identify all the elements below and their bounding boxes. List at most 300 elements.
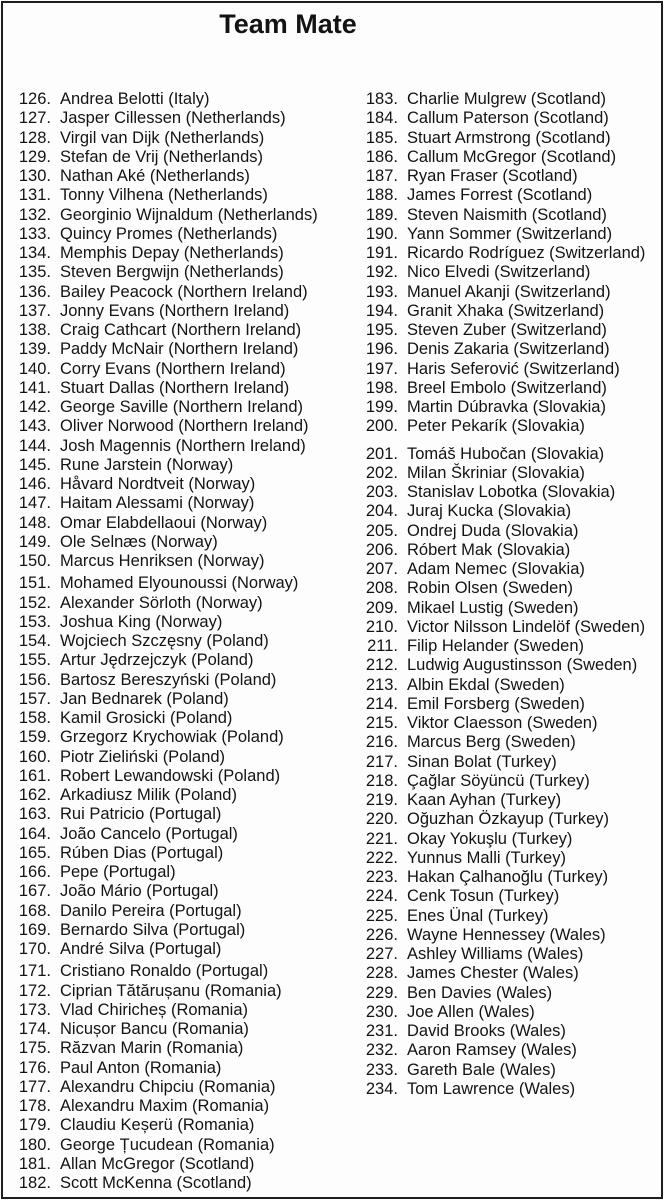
- list-item: [364, 302, 656, 321]
- list-group: [364, 445, 656, 1100]
- list-item: [17, 651, 337, 670]
- list-item-number: 234.: [365, 1079, 398, 1098]
- list-item-number: 143.: [18, 417, 51, 436]
- list-item-text: Grzegorz Krychowiak (Poland): [60, 728, 284, 747]
- list-item: [364, 283, 656, 302]
- list-item-text: Tomáš Hubočan (Slovakia): [407, 444, 605, 463]
- list-group: [17, 90, 337, 571]
- list-item-number: 144.: [18, 436, 51, 455]
- list-item: [364, 90, 656, 109]
- list-item: [17, 398, 337, 417]
- list-item-number: 189.: [365, 205, 398, 224]
- list-item-text: Alexander Sörloth (Norway): [60, 593, 263, 612]
- list-item-text: Stuart Dallas (Northern Ireland): [60, 378, 290, 397]
- list-item-number: 137.: [18, 301, 51, 320]
- list-item-text: Scott McKenna (Scotland): [60, 1174, 252, 1192]
- list-item-text: Ludwig Augustinsson (Sweden): [407, 656, 638, 675]
- list-item-number: 192.: [365, 263, 398, 282]
- list-item-number: 133.: [18, 224, 51, 243]
- list-item: [364, 579, 656, 598]
- list-item-number: 211.: [367, 637, 398, 655]
- list-item: [364, 830, 656, 849]
- list-item: [17, 844, 337, 863]
- list-item-number: 204.: [365, 502, 398, 521]
- list-item-number: 190.: [365, 224, 398, 243]
- list-item-text: Marcus Henriksen (Norway): [60, 552, 265, 570]
- list-item: [17, 1001, 337, 1020]
- list-item-text: Tonny Vilhena (Netherlands): [60, 186, 268, 205]
- page-title: Team Mate: [219, 9, 357, 39]
- list-item: [364, 560, 656, 579]
- list-item-text: Enes Ünal (Turkey): [407, 906, 549, 925]
- list-item-number: 153.: [18, 612, 51, 631]
- list-item-text: Arkadiusz Milik (Poland): [60, 786, 237, 804]
- list-item-number: 233.: [365, 1060, 398, 1079]
- list-item: [17, 263, 337, 282]
- list-item: [17, 494, 337, 513]
- list-item-number: 224.: [365, 887, 398, 906]
- list-item-number: 209.: [365, 598, 398, 617]
- list-item-number: 170.: [18, 940, 51, 958]
- list-column-left: [17, 90, 337, 1193]
- list-item: [17, 1174, 337, 1193]
- list-item: [17, 632, 337, 651]
- list-item-number: 218.: [365, 771, 398, 790]
- list-item: [364, 263, 656, 282]
- list-item-text: Bernardo Silva (Portugal): [60, 920, 246, 939]
- list-item: [17, 167, 337, 186]
- list-item-text: Danilo Pereira (Portugal): [60, 901, 242, 920]
- list-item-text: Nico Elvedi (Switzerland): [407, 263, 591, 282]
- list-item-text: Cristiano Ronaldo (Portugal): [60, 962, 269, 981]
- list-item-text: Haitam Alessami (Norway): [60, 494, 255, 513]
- list-item-number: 214.: [365, 694, 398, 713]
- list-item-number: 215.: [365, 714, 398, 732]
- list-item-number: 194.: [365, 301, 398, 320]
- list-item-number: 210.: [365, 617, 398, 636]
- list-item: [364, 772, 656, 791]
- list-item-number: 196.: [365, 340, 398, 359]
- list-item-number: 173.: [18, 1000, 51, 1019]
- list-item: [364, 656, 656, 675]
- list-item-number: 142.: [18, 398, 51, 416]
- list-item-text: Jonny Evans (Northern Ireland): [60, 301, 290, 320]
- list-item: [364, 637, 656, 656]
- list-item-text: Peter Pekarík (Slovakia): [407, 417, 585, 436]
- list-item-text: Quincy Promes (Netherlands): [60, 224, 278, 243]
- list-item-number: 184.: [365, 109, 398, 128]
- list-item: [17, 148, 337, 167]
- list-item-number: 202.: [365, 463, 398, 482]
- list-item: [364, 379, 656, 398]
- list-item-number: 201.: [365, 444, 398, 463]
- list-item-text: André Silva (Portugal): [60, 940, 222, 958]
- list-item: [364, 695, 656, 714]
- list-item-text: Piotr Zieliński (Poland): [60, 747, 226, 766]
- list-item: [17, 533, 337, 552]
- list-item-text: Milan Škriniar (Slovakia): [407, 463, 585, 482]
- list-item-text: Josh Magennis (Northern Ireland): [60, 436, 306, 455]
- list-item-number: 225.: [365, 906, 398, 925]
- list-item: [364, 1061, 656, 1080]
- list-item-text: Mohamed Elyounoussi (Norway): [60, 574, 299, 593]
- list-item-number: 230.: [365, 1002, 398, 1021]
- list-item: [364, 599, 656, 618]
- list-item-text: Albin Ekdal (Sweden): [407, 675, 565, 694]
- list-item-text: Yunnus Malli (Turkey): [407, 848, 566, 867]
- list-item-number: 156.: [18, 670, 51, 689]
- list-item-text: Ryan Fraser (Scotland): [407, 167, 578, 185]
- list-item: [364, 541, 656, 560]
- list-item: [364, 984, 656, 1003]
- list-item: [364, 714, 656, 733]
- list-item-number: 158.: [18, 709, 51, 727]
- list-group: [17, 574, 337, 959]
- list-item: [17, 283, 337, 302]
- list-item-text: Cenk Tosun (Turkey): [407, 887, 560, 906]
- list-item-text: Manuel Akanji (Switzerland): [407, 282, 611, 301]
- list-item: [17, 690, 337, 709]
- list-item-number: 203.: [365, 483, 398, 501]
- list-item-number: 151.: [18, 574, 51, 593]
- list-item-text: Steven Naismith (Scotland): [407, 205, 607, 224]
- list-item-text: Jan Bednarek (Poland): [60, 689, 229, 708]
- list-item-number: 149.: [18, 532, 51, 551]
- list-item-text: Pepe (Portugal): [60, 863, 176, 881]
- list-item-text: Callum Paterson (Scotland): [407, 109, 609, 128]
- list-item-text: Tom Lawrence (Wales): [407, 1079, 576, 1098]
- list-item-number: 141.: [18, 378, 51, 397]
- list-item-number: 221.: [365, 829, 398, 848]
- list-item-text: Oliver Norwood (Northern Ireland): [60, 417, 309, 436]
- list-item-text: Claudiu Keșerü (Romania): [60, 1116, 255, 1135]
- list-item: [17, 882, 337, 901]
- list-item: [17, 1155, 337, 1174]
- list-item: [364, 522, 656, 541]
- list-item-text: Craig Cathcart (Northern Ireland): [60, 321, 302, 339]
- list-item-text: Yann Sommer (Switzerland): [407, 224, 613, 243]
- list-item-text: Juraj Kucka (Slovakia): [407, 502, 572, 521]
- list-item-number: 172.: [18, 981, 51, 1000]
- list-item-number: 219.: [365, 791, 398, 809]
- list-item-number: 154.: [18, 632, 51, 650]
- list-item: [17, 1039, 337, 1058]
- list-item-number: 217.: [365, 752, 398, 771]
- list-item-number: 200.: [365, 417, 398, 436]
- list-item-number: 127.: [18, 109, 51, 128]
- list-item-text: Steven Zuber (Switzerland): [407, 321, 607, 339]
- list-item: [364, 464, 656, 483]
- list-item-number: 181.: [18, 1154, 51, 1173]
- list-item-text: Ondrej Duda (Slovakia): [407, 521, 579, 540]
- list-item-number: 166.: [18, 863, 51, 881]
- list-item-number: 222.: [365, 848, 398, 867]
- list-item-number: 147.: [18, 494, 51, 513]
- list-item-number: 197.: [365, 359, 398, 378]
- list-item-number: 199.: [365, 398, 398, 416]
- list-item: [364, 868, 656, 887]
- list-item: [364, 417, 656, 436]
- list-item-number: 223.: [365, 868, 398, 886]
- list-item-number: 138.: [18, 321, 51, 339]
- list-item-number: 155.: [18, 651, 51, 670]
- list-item: [364, 887, 656, 906]
- list-item: [17, 206, 337, 225]
- list-item-text: Viktor Claesson (Sweden): [407, 714, 598, 732]
- list-item: [364, 167, 656, 186]
- list-item-number: 134.: [18, 244, 51, 262]
- list-item-text: Marcus Berg (Sweden): [407, 733, 576, 752]
- list-item-number: 179.: [18, 1116, 51, 1135]
- list-item-number: 161.: [18, 766, 51, 785]
- list-item-text: Alexandru Chipciu (Romania): [60, 1077, 276, 1096]
- list-item: [17, 340, 337, 359]
- list-item-number: 160.: [18, 747, 51, 766]
- list-item-number: 178.: [18, 1097, 51, 1115]
- list-item: [17, 786, 337, 805]
- list-item: [17, 514, 337, 533]
- list-item-text: Breel Embolo (Switzerland): [407, 378, 607, 397]
- list-item-number: 157.: [18, 689, 51, 708]
- list-item: [17, 225, 337, 244]
- list-item: [364, 1003, 656, 1022]
- list-item-text: Artur Jędrzejczyk (Poland): [60, 651, 254, 670]
- list-item-number: 187.: [365, 167, 398, 185]
- list-item: [17, 982, 337, 1001]
- list-item-text: João Cancelo (Portugal): [60, 824, 238, 843]
- list-item-number: 140.: [18, 359, 51, 378]
- list-item: [17, 1097, 337, 1116]
- list-item: [17, 613, 337, 632]
- list-item-text: Victor Nilsson Lindelöf (Sweden): [407, 617, 646, 636]
- list-item: [17, 728, 337, 747]
- list-item-number: 168.: [18, 901, 51, 920]
- list-item-number: 159.: [18, 728, 51, 747]
- list-item-text: Emil Forsberg (Sweden): [407, 694, 585, 713]
- list-item: [17, 709, 337, 728]
- list-item: [17, 417, 337, 436]
- list-item-text: Rui Patricio (Portugal): [60, 805, 222, 824]
- list-item-number: 171.: [18, 962, 51, 981]
- list-item: [17, 90, 337, 109]
- list-item-text: Ben Davies (Wales): [407, 983, 553, 1002]
- list-item: [364, 502, 656, 521]
- list-item: [17, 863, 337, 882]
- list-item: [17, 921, 337, 940]
- list-item-text: Róbert Mak (Slovakia): [407, 540, 571, 559]
- list-item: [364, 964, 656, 983]
- list-item-number: 148.: [18, 513, 51, 532]
- list-item-number: 185.: [365, 128, 398, 147]
- list-item-number: 162.: [18, 786, 51, 804]
- list-item-number: 193.: [365, 282, 398, 301]
- list-item-text: George Țucudean (Romania): [60, 1135, 275, 1154]
- list-item: [364, 1041, 656, 1060]
- list-item: [364, 445, 656, 464]
- list-item: [364, 225, 656, 244]
- list-item: [364, 206, 656, 225]
- list-item-number: 195.: [365, 321, 398, 339]
- list-item-text: Steven Bergwijn (Netherlands): [60, 263, 284, 282]
- list-item: [17, 186, 337, 205]
- list-item-text: Ciprian Tătărușanu (Romania): [60, 981, 282, 1000]
- list-item-text: Stanislav Lobotka (Slovakia): [407, 483, 616, 501]
- list-item-text: Vlad Chiricheș (Romania): [60, 1000, 248, 1019]
- list-item-number: 186.: [365, 147, 398, 166]
- list-item-text: Gareth Bale (Wales): [407, 1060, 556, 1079]
- list-item-text: Nicușor Bancu (Romania): [60, 1020, 249, 1038]
- list-item-text: Corry Evans (Northern Ireland): [60, 359, 286, 378]
- list-item-number: 176.: [18, 1058, 51, 1077]
- list-item: [364, 129, 656, 148]
- list-item-number: 129.: [18, 147, 51, 166]
- list-item-text: Bailey Peacock (Northern Ireland): [60, 282, 308, 301]
- list-item-number: 145.: [18, 455, 51, 474]
- list-item-text: Virgil van Dijk (Netherlands): [60, 128, 265, 147]
- list-item: [17, 244, 337, 263]
- list-item-number: 191.: [365, 244, 398, 262]
- list-item: [17, 825, 337, 844]
- list-item-text: Memphis Depay (Netherlands): [60, 244, 284, 262]
- list-item-number: 227.: [365, 945, 398, 963]
- list-item: [364, 810, 656, 829]
- list-item: [17, 360, 337, 379]
- list-item-text: Haris Seferović (Switzerland): [407, 359, 620, 378]
- list-item-number: 228.: [365, 964, 398, 983]
- list-item-number: 213.: [365, 675, 398, 694]
- list-item-text: Oğuzhan Özkayup (Turkey): [407, 810, 610, 829]
- list-item: [17, 805, 337, 824]
- list-item-text: Nathan Aké (Netherlands): [60, 167, 250, 185]
- list-item-number: 164.: [18, 824, 51, 843]
- list-item-text: Ricardo Rodríguez (Switzerland): [407, 244, 646, 262]
- list-item-number: 167.: [18, 882, 51, 901]
- list-item-text: Răzvan Marin (Romania): [60, 1039, 244, 1058]
- list-item: [17, 1116, 337, 1135]
- list-item-text: Andrea Belotti (Italy): [60, 90, 210, 108]
- list-item-text: Bartosz Bereszyński (Poland): [60, 670, 277, 689]
- list-item: [17, 1078, 337, 1097]
- list-item: [17, 552, 337, 571]
- list-item-number: 231.: [365, 1022, 398, 1040]
- list-item: [364, 244, 656, 263]
- list-item-text: Kamil Grosicki (Poland): [60, 709, 233, 727]
- list-item-text: Martin Dúbravka (Slovakia): [407, 398, 606, 416]
- list-item: [17, 902, 337, 921]
- list-item-number: 182.: [18, 1174, 51, 1192]
- list-item-text: João Mário (Portugal): [60, 882, 219, 901]
- list-item: [17, 302, 337, 321]
- list-item-text: George Saville (Northern Ireland): [60, 398, 304, 416]
- list-item-number: 208.: [365, 579, 398, 598]
- list-item-number: 207.: [365, 560, 398, 578]
- list-item-number: 212.: [365, 656, 398, 675]
- list-item: [364, 676, 656, 695]
- list-item-text: Granit Xhaka (Switzerland): [407, 301, 605, 320]
- list-item: [364, 945, 656, 964]
- list-item-text: Ole Selnæs (Norway): [60, 532, 218, 551]
- list-item-text: Mikael Lustig (Sweden): [407, 598, 579, 617]
- list-item: [17, 1059, 337, 1078]
- list-item-text: Omar Elabdellaoui (Norway): [60, 513, 268, 532]
- list-item: [17, 1020, 337, 1039]
- list-item-text: Rune Jarstein (Norway): [60, 455, 234, 474]
- list-item: [364, 733, 656, 752]
- list-item-number: 135.: [18, 263, 51, 282]
- list-item-text: Stuart Armstrong (Scotland): [407, 128, 611, 147]
- list-item: [364, 109, 656, 128]
- list-item-number: 152.: [18, 593, 51, 612]
- list-item-text: Håvard Nordtveit (Norway): [60, 475, 256, 493]
- list-item-text: Ashley Williams (Wales): [407, 945, 584, 963]
- list-item-text: Robert Lewandowski (Poland): [60, 766, 281, 785]
- list-item-text: James Chester (Wales): [407, 964, 579, 983]
- list-item: [17, 594, 337, 613]
- list-item-text: Jasper Cillessen (Netherlands): [60, 109, 286, 128]
- list-item-text: Adam Nemec (Slovakia): [407, 560, 585, 578]
- list-item: [364, 1022, 656, 1041]
- list-item-number: 205.: [365, 521, 398, 540]
- list-item: [364, 321, 656, 340]
- list-item-text: Denis Zakaria (Switzerland): [407, 340, 610, 359]
- list-item: [364, 753, 656, 772]
- list-item-number: 183.: [365, 90, 398, 108]
- list-item-number: 128.: [18, 128, 51, 147]
- list-item-text: Paddy McNair (Northern Ireland): [60, 340, 299, 359]
- list-item-number: 232.: [365, 1041, 398, 1060]
- list-item-text: Aaron Ramsey (Wales): [407, 1041, 577, 1060]
- list-group: [364, 90, 656, 437]
- list-item-text: Joe Allen (Wales): [407, 1002, 535, 1021]
- list-item-text: Wayne Hennessey (Wales): [407, 925, 606, 944]
- list-item-text: David Brooks (Wales): [407, 1022, 566, 1040]
- list-item-text: Allan McGregor (Scotland): [60, 1154, 255, 1173]
- list-item-text: Paul Anton (Romania): [60, 1058, 222, 1077]
- list-item-text: Rúben Dias (Portugal): [60, 843, 224, 862]
- list-item-text: Stefan de Vrij (Netherlands): [60, 147, 263, 166]
- list-item: [364, 1080, 656, 1099]
- list-item: [17, 437, 337, 456]
- list-group: [17, 962, 337, 1193]
- list-item-number: 188.: [365, 186, 398, 205]
- list-item-number: 198.: [365, 378, 398, 397]
- list-item-text: Okay Yokuşlu (Turkey): [407, 829, 573, 848]
- list-item-number: 174.: [18, 1020, 51, 1038]
- list-item-text: Georginio Wijnaldum (Netherlands): [60, 205, 318, 224]
- list-item: [17, 940, 337, 959]
- list-item: [364, 148, 656, 167]
- list-item-text: Callum McGregor (Scotland): [407, 147, 617, 166]
- list-item-text: Alexandru Maxim (Romania): [60, 1097, 270, 1115]
- list-item-text: Joshua King (Norway): [60, 612, 223, 631]
- list-item-number: 130.: [18, 167, 51, 185]
- list-item: [17, 767, 337, 786]
- list-item-number: 139.: [18, 340, 51, 359]
- list-item-number: 136.: [18, 282, 51, 301]
- list-item-number: 175.: [18, 1039, 51, 1058]
- list-item: [17, 475, 337, 494]
- list-item-number: 177.: [18, 1077, 51, 1096]
- list-item-number: 126.: [18, 90, 51, 108]
- list-item: [17, 109, 337, 128]
- list-item: [364, 483, 656, 502]
- list-item-text: James Forrest (Scotland): [407, 186, 593, 205]
- list-item: [364, 791, 656, 810]
- list-item: [17, 1136, 337, 1155]
- list-item: [364, 618, 656, 637]
- list-item-text: Hakan Çalhanoğlu (Turkey): [407, 868, 609, 886]
- list-item-text: Sinan Bolat (Turkey): [407, 752, 557, 771]
